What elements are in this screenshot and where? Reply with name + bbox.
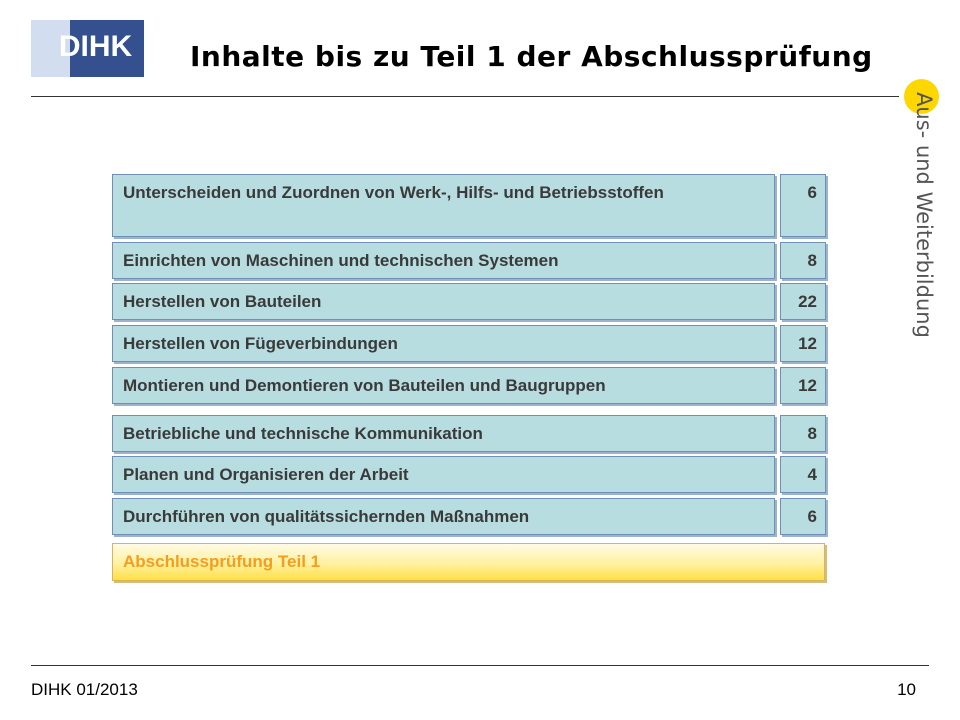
row-value: 12 [780,325,826,362]
side-caption: Aus- und Weiterbildung [912,92,936,338]
final-exam-box: Abschlussprüfung Teil 1 [112,543,825,581]
dihk-logo [31,20,144,77]
row-value: 8 [780,415,826,452]
title-divider [31,96,899,97]
row-value: 4 [780,456,826,493]
logo-text: DIHK [58,30,133,63]
footer-date: DIHK 01/2013 [31,680,138,699]
content-row [112,367,827,404]
content-row [112,498,827,535]
row-value: 6 [780,174,826,237]
row-label: Herstellen von Fügeverbindungen [112,325,775,362]
content-row [112,325,827,362]
page-title: Inhalte bis zu Teil 1 der Abschlussprüfung [190,40,873,73]
row-label: Durchführen von qualitätssichernden Maßnahmen [112,498,775,535]
row-value: 12 [780,367,826,404]
row-value: 22 [780,283,826,320]
row-label: Planen und Organisieren der Arbeit [112,456,775,493]
row-label: Montieren und Demontieren von Bauteilen und Baugruppen [112,367,775,404]
row-value: 6 [780,498,826,535]
content-row [112,415,827,452]
content-row [112,456,827,493]
row-label: Herstellen von Bauteilen [112,283,775,320]
content-row [112,283,827,320]
footer-divider [31,665,929,666]
content-row [112,174,827,237]
page-number: 10 [897,680,916,699]
row-value: 8 [780,242,826,279]
row-label: Unterscheiden und Zuordnen von Werk-, Hilfs- und Betriebsstoffen [112,174,775,237]
row-label: Einrichten von Maschinen und technischen Systemen [112,242,775,279]
content-row [112,242,827,279]
row-label: Betriebliche und technische Kommunikation [112,415,775,452]
